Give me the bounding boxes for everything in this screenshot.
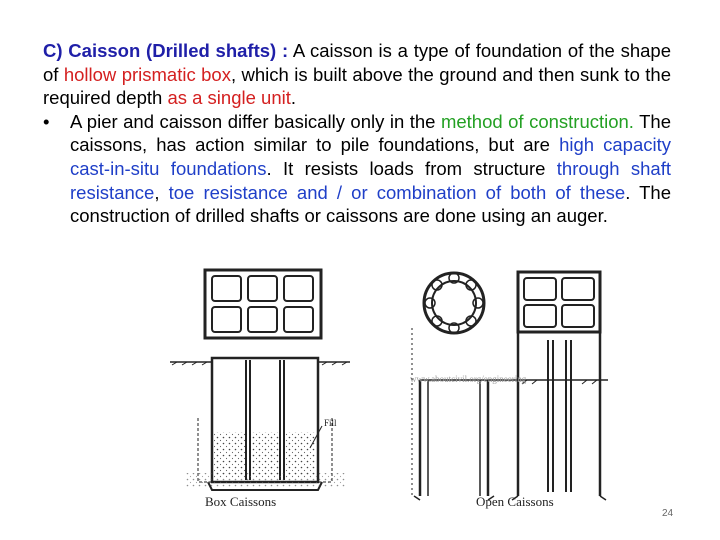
bullet-marker: •	[43, 110, 50, 132]
open-caisson-rectangular-plan	[518, 272, 600, 332]
bullet-text-5: . The construction of drilled shafts or caissons are done using an auger.	[70, 181, 672, 227]
box-caissons-caption: Box Caissons	[205, 494, 277, 509]
fill-label: Fill	[324, 418, 337, 428]
bullet-text-1: A pier and caisson differ basically only in the	[70, 110, 441, 132]
toe-resistance-highlight: toe resistance and / or combination of both of these	[168, 181, 626, 203]
box-caisson-elevation	[170, 358, 350, 490]
figure-watermark: www.aboutcivil.org/engineering	[410, 374, 527, 384]
open-caisson-elevation	[412, 328, 608, 500]
page-number: 24	[662, 508, 674, 519]
method-of-construction-highlight: method of construction.	[440, 110, 634, 132]
bullet-text-2: The caissons, has action similar to pile foundations, but are	[70, 110, 671, 156]
slide-text	[43, 39, 671, 228]
hollow-prismatic-box-highlight: hollow prismatic box	[63, 63, 231, 85]
bullet-text-4: ,	[154, 181, 169, 203]
bullet-item	[43, 110, 671, 228]
caisson-heading: C) Caisson (Drilled shafts) :	[43, 40, 289, 61]
bullet-text-3: . It resists loads from structure	[266, 157, 557, 179]
cast-in-situ-highlight: high capacity cast-in-situ foundations	[70, 134, 671, 179]
intro-text-2: , which is built above the ground and then sunk to the required depth	[43, 63, 671, 109]
box-caisson-plan	[205, 270, 321, 338]
single-unit-highlight: as a single unit	[167, 87, 291, 109]
caisson-figure	[150, 268, 610, 518]
open-caissons-caption: Open Caissons	[476, 494, 554, 509]
open-caisson-circular-plan	[424, 273, 484, 333]
shaft-resistance-highlight: through shaft resistance	[70, 157, 672, 203]
intro-text-3: .	[290, 87, 297, 109]
intro-paragraph	[43, 39, 671, 110]
intro-text-1: A caisson is a type of foundation of the shape of	[43, 40, 671, 85]
